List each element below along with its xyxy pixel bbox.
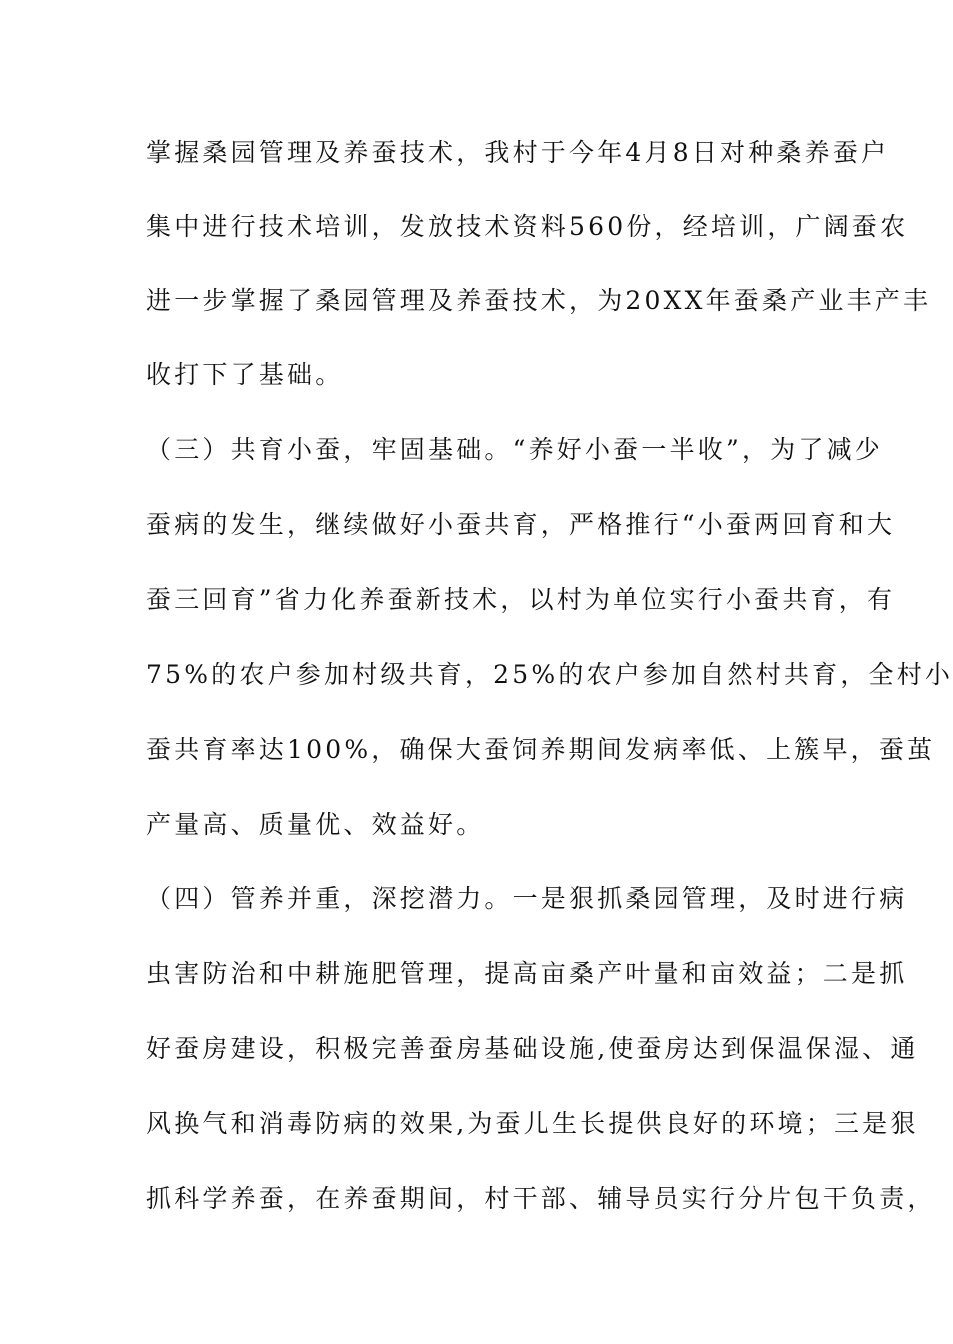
text-line: 蚕共育率达100%，确保大蚕饲养期间发病率低、上簇早，蚕茧 [146,735,936,764]
text-line: 掌握桑园管理及养蚕技术，我村于今年4月8日对种桑养蚕户 [146,138,890,167]
text-line: （三）共育小蚕，牢固基础。“养好小蚕一半收”，为了减少 [146,435,883,464]
text-line: 抓科学养蚕，在养蚕期间，村干部、辅导员实行分片包干负责， [146,1184,936,1213]
text-line: 75%的农户参加村级共育，25%的农户参加自然村共育，全村小 [146,660,953,689]
text-line: 蚕病的发生，继续做好小蚕共育，严格推行“小蚕两回育和大 [146,510,896,539]
text-line: 集中进行技术培训，发放技术资料560份，经培训，广阔蚕农 [146,212,909,241]
text-line: 收打下了基础。 [146,360,344,389]
text-line: 产量高、质量优、效益好。 [146,810,485,839]
text-line: 好蚕房建设，积极完善蚕房基础设施,使蚕房达到保温保湿、通 [146,1034,919,1063]
text-line: 风换气和消毒防病的效果,为蚕儿生长提供良好的环境；三是狠 [146,1109,919,1138]
text-line: 虫害防治和中耕施肥管理，提高亩桑产叶量和亩效益；二是抓 [146,959,908,988]
text-line: 蚕三回育”省力化养蚕新技术，以村为单位实行小蚕共育，有 [146,585,896,614]
text-line: 进一步掌握了桑园管理及养蚕技术，为20XX年蚕桑产业丰产丰 [146,286,932,315]
text-line: （四）管养并重，深挖潜力。一是狠抓桑园管理，及时进行病 [146,884,908,913]
